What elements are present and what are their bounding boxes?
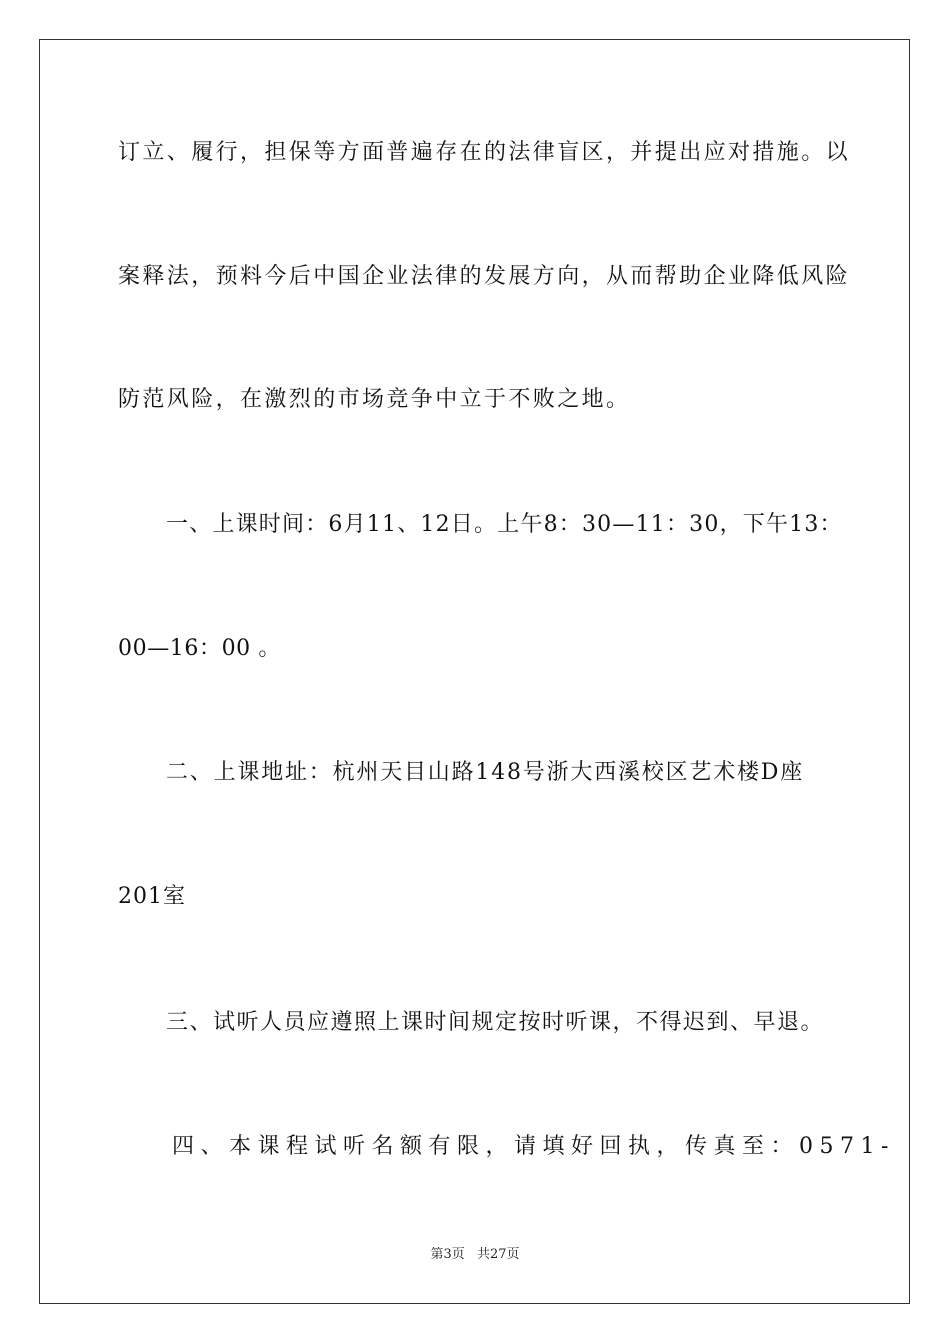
class-time-line: 一、上课时间：6月11、12日。上午8：30—11：30，下午13：	[166, 512, 843, 537]
page-border	[39, 39, 910, 1304]
body-text-line: 防范风险，在激烈的市场竞争中立于不败之地。	[118, 387, 631, 412]
registration-fax-line: 四、本课程试听名额有限，请填好回执，传真至：0571-	[172, 1134, 895, 1159]
page-footer	[0, 1246, 950, 1264]
page-number: 第3页	[430, 1247, 465, 1262]
attendance-rule-line: 三、试听人员应遵照上课时间规定按时听课，不得迟到、早退。	[166, 1010, 825, 1035]
body-text-line: 订立、履行，担保等方面普遍存在的法律盲区，并提出应对措施。以	[118, 140, 851, 165]
page-total: 共27页	[476, 1247, 520, 1262]
class-address-line: 二、上课地址：杭州天目山路148号浙大西溪校区艺术楼D座	[166, 760, 805, 785]
class-time-line-continued: 00—16：00 。	[118, 636, 281, 661]
body-text-line: 案释法，预料今后中国企业法律的发展方向，从而帮助企业降低风险	[118, 264, 851, 289]
class-address-line-continued: 201室	[118, 884, 186, 909]
